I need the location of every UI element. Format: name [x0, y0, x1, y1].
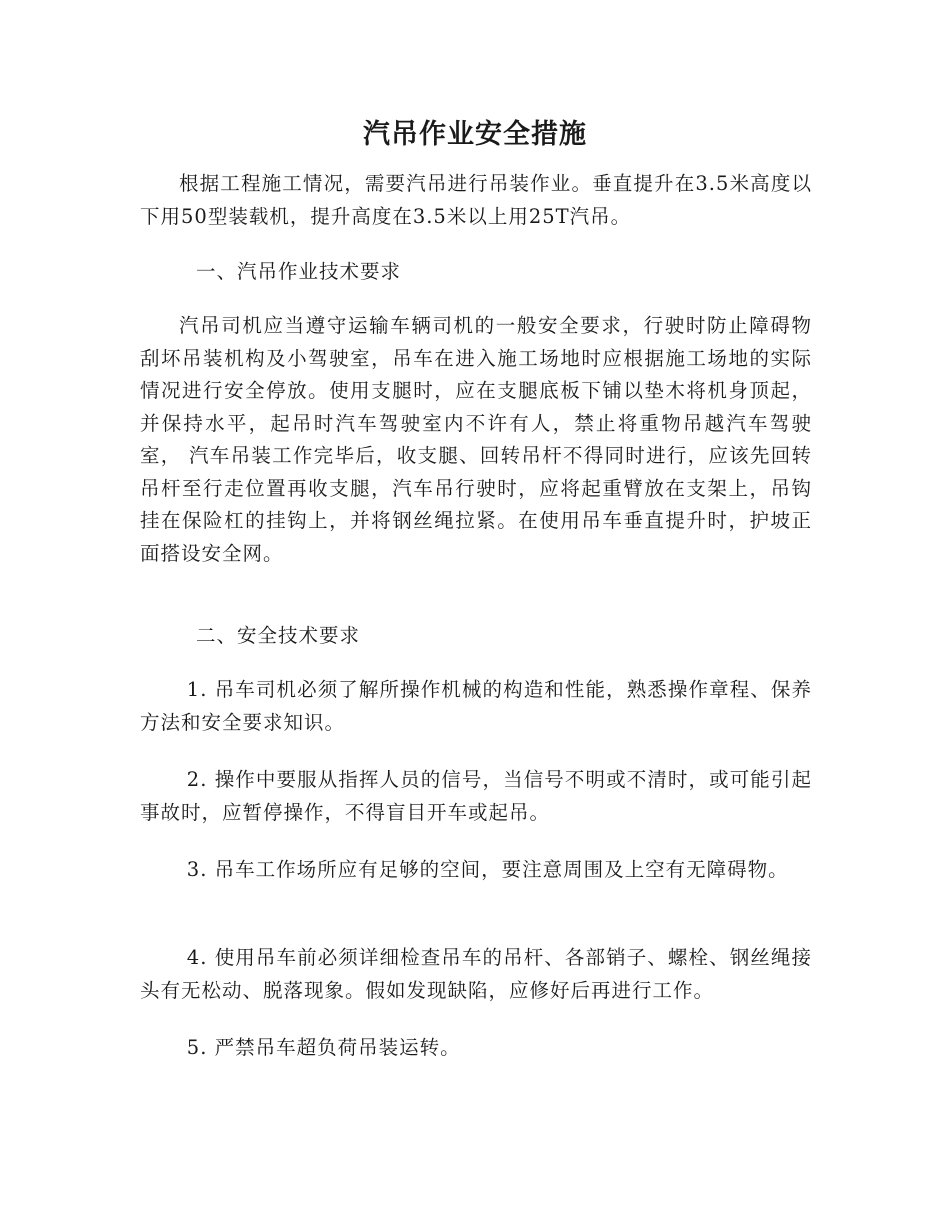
list-item: 5. 严禁吊车超负荷吊装运转。 [186, 1036, 461, 1059]
list-item: 1. 吊车司机必须了解所操作机械的构造和性能，熟悉操作章程、保养方法和安全要求知识。 [140, 678, 812, 734]
intro-paragraph: 根据工程施工情况，需要汽吊进行吊装作业。垂直提升在3.5米高度以下用50型装载机，提升高度在3.5米以上用25T汽吊。 [140, 172, 812, 228]
section-1-body: 汽吊司机应当遵守运输车辆司机的一般安全要求，行驶时防止障碍物刮坏吊装机构及小驾驶室，吊车在进入施工场地时应根据施工场地的实际情况进行安全停放。使用支腿时，应在支腿底板下铺以垫木将机身顶起，并保持水平，起吊时汽车驾驶室内不许有人，禁止将重物吊越汽车驾驶室， 汽车吊装工作完毕后，收支腿、回转吊杆不得同时进行，应该先回转吊杆至行走位置再收支腿，汽车吊行驶时，应将起重臂放在支架上，吊钩挂在保险杠的挂钩上，并将钢丝绳拉紧。在使用吊车垂直提升时，护坡正面搭设安全网。 [140, 314, 812, 565]
list-item: 3. 吊车工作场所应有足够的空间，要注意周围及上空有无障碍物。 [186, 858, 789, 881]
list-item: 4. 使用吊车前必须详细检查吊车的吊杆、各部销子、螺栓、钢丝绳接头有无松动、脱落现象。假如发现缺陷，应修好后再进行工作。 [140, 946, 812, 1002]
section-1-heading: 一、汽吊作业技术要求 [196, 260, 402, 283]
list-item: 2. 操作中要服从指挥人员的信号，当信号不明或不清时，或可能引起事故时，应暂停操作，不得盲目开车或起吊。 [140, 768, 812, 824]
document-title: 汽吊作业安全措施 [363, 119, 587, 150]
section-2-heading: 二、安全技术要求 [196, 624, 361, 647]
